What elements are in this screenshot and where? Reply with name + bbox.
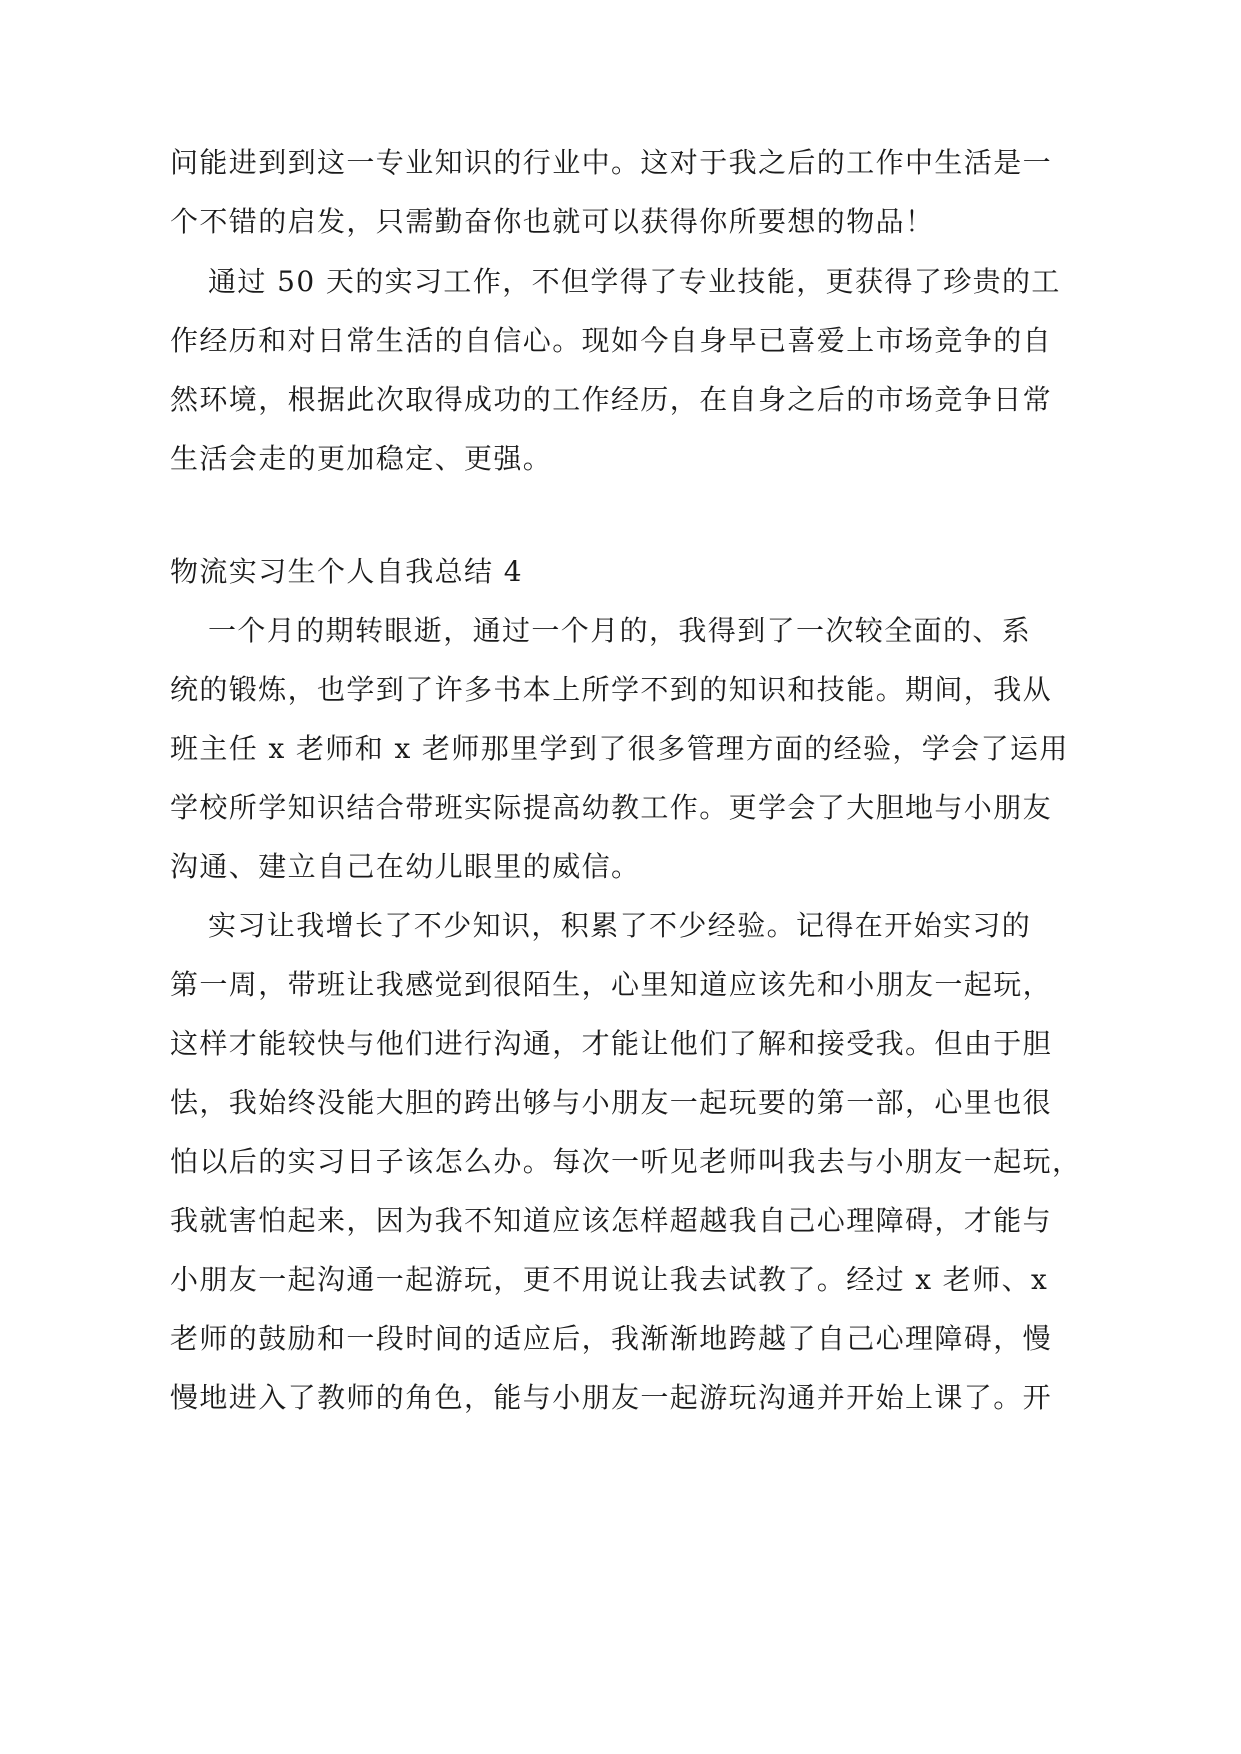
- text-line: 小朋友一起沟通一起游玩，更不用说让我去试教了。经过 x 老师、x: [170, 1263, 1049, 1296]
- section-heading: 物流实习生个人自我总结 4: [170, 555, 523, 588]
- paragraph-start-line: 实习让我增长了不少知识，积累了不少经验。记得在开始实习的: [208, 909, 1032, 942]
- text-line: 我就害怕起来，因为我不知道应该怎样超越我自己心理障碍，才能与: [170, 1204, 1053, 1237]
- text-line: 作经历和对日常生活的自信心。现如今自身早已喜爱上市场竞争的自: [170, 324, 1053, 357]
- text-line: 怕以后的实习日子该怎么办。每次一听见老师叫我去与小朋友一起玩，: [170, 1145, 1082, 1178]
- text-line: 班主任 x 老师和 x 老师那里学到了很多管理方面的经验，学会了运用: [170, 732, 1069, 765]
- paragraph-start-line: 一个月的期转眼逝，通过一个月的，我得到了一次较全面的、系: [208, 614, 1032, 647]
- text-line: 慢地进入了教师的角色，能与小朋友一起游玩沟通并开始上课了。开: [170, 1381, 1053, 1414]
- text-line: 问能进到到这一专业知识的行业中。这对于我之后的工作中生活是一: [170, 146, 1053, 179]
- text-line: 老师的鼓励和一段时间的适应后，我渐渐地跨越了自己心理障碍，慢: [170, 1322, 1053, 1355]
- text-line: 个不错的启发，只需勤奋你也就可以获得你所要想的物品！: [170, 205, 935, 238]
- text-line: 生活会走的更加稳定、更强。: [170, 442, 553, 475]
- text-line: 第一周，带班让我感觉到很陌生，心里知道应该先和小朋友一起玩，: [170, 968, 1053, 1001]
- text-line: 沟通、建立自己在幼儿眼里的威信。: [170, 850, 641, 883]
- paragraph-start-line: 通过 50 天的实习工作，不但学得了专业技能，更获得了珍贵的工: [208, 265, 1061, 298]
- text-line: 然环境，根据此次取得成功的工作经历，在自身之后的市场竞争日常: [170, 383, 1053, 416]
- text-line: 这样才能较快与他们进行沟通，才能让他们了解和接受我。但由于胆: [170, 1027, 1053, 1060]
- text-line: 学校所学知识结合带班实际提高幼教工作。更学会了大胆地与小朋友: [170, 791, 1053, 824]
- text-line: 统的锻炼，也学到了许多书本上所学不到的知识和技能。期间，我从: [170, 673, 1053, 706]
- text-line: 怯，我始终没能大胆的跨出够与小朋友一起玩要的第一部，心里也很: [170, 1086, 1053, 1119]
